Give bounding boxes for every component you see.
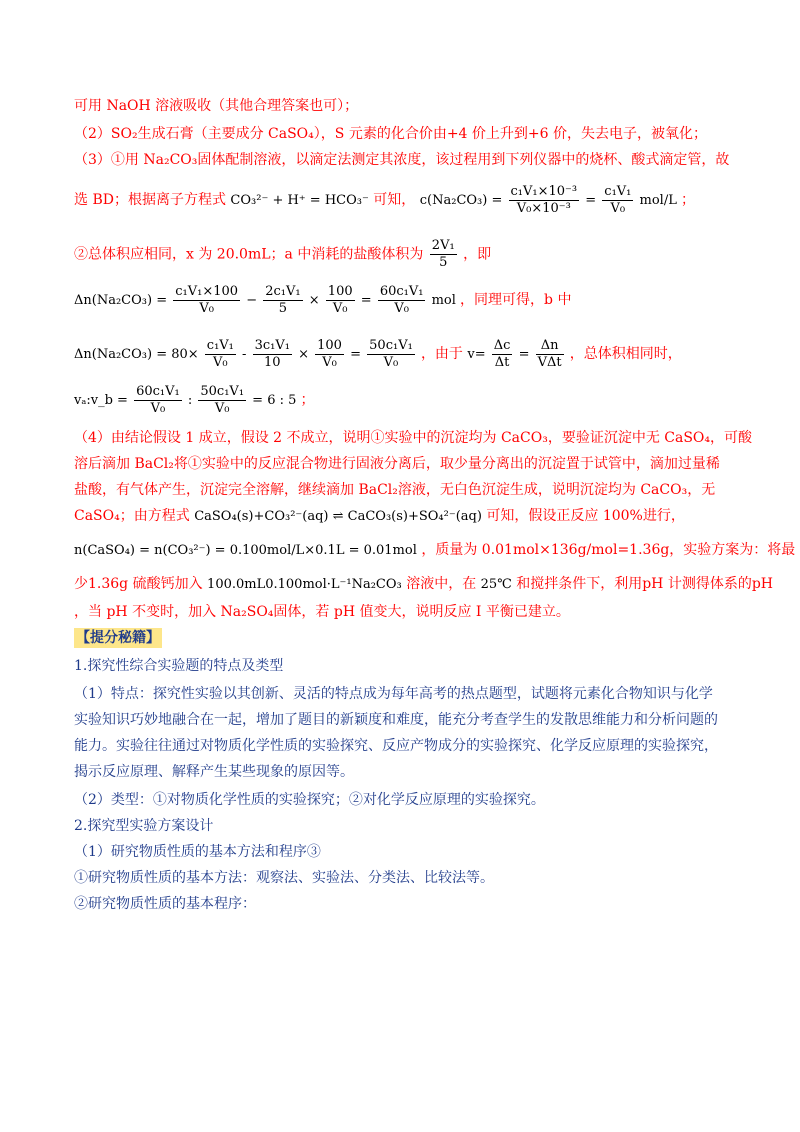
body-line-5: 揭示反应原理、解释产生某些现象的原因等。 [74, 764, 354, 780]
equals-sign: = [350, 347, 362, 362]
denominator: V₀ [394, 301, 409, 316]
numerator: c₁V₁ [206, 338, 234, 353]
body-line-7: 2.探究型实验方案设计 [74, 818, 214, 834]
numerator: 50c₁V₁ [200, 384, 245, 399]
fraction [173, 284, 240, 317]
body-line-9: ①研究物质性质的基本方法：观察法、实验法、分类法、比较法等。 [74, 870, 494, 886]
answer-line-3: （3）①用 Na₂CO₃固体配制溶液，以滴定法测定其浓度，该过程用到下列仪器中的烧杯、酸式滴定管，故 [74, 152, 730, 168]
equals-sign: = [585, 193, 597, 208]
answer-line-14 [74, 574, 773, 595]
section-title: 【提分秘籍】 [76, 630, 160, 646]
text-segment: 和搅拌条件下，利用pH 计测得体系的pH [516, 576, 773, 592]
denominator: 5 [439, 255, 448, 270]
numerator: 2c₁V₁ [265, 284, 301, 299]
delta-n-a-formula [74, 284, 460, 316]
denominator: 10 [263, 355, 281, 370]
answer-line-9: （4）由结论假设 1 成立，假设 2 不成立，说明①实验中的沉淀均为 CaCO₃，要验证沉淀中无 CaSO₄，可酸 [74, 430, 753, 446]
concentration-formula [419, 184, 681, 216]
denominator: V₀ [322, 355, 337, 370]
fraction [492, 338, 513, 371]
numerator: Δn [536, 338, 564, 355]
temperature: 25℃ [480, 577, 512, 592]
body-line-2: （1）特点：探究性实验以其创新、灵活的特点成为每年高考的热点题型，试题将元素化合物知识与化学 [74, 686, 713, 702]
numerator: Δc [493, 338, 511, 353]
text-segment: 可知， [373, 192, 416, 208]
text-segment: ，即 [463, 246, 492, 263]
fraction [326, 284, 355, 317]
answer-line-15: ，当 pH 不变时，加入 Na₂SO₄固体，若 pH 值变大，说明反应 I 平衡已建立。 [74, 604, 570, 620]
fraction [263, 284, 302, 317]
answer-line-5 [74, 238, 491, 271]
fraction [205, 338, 236, 371]
equilibrium-equation: CaSO₄(s)+CO₃²⁻(aq) ⇌ CaCO₃(s)+SO₄²⁻(aq) [194, 509, 482, 524]
times-sign: × [308, 293, 320, 308]
text-segment: 可知，假设正反应 100%进行， [486, 508, 685, 524]
answer-line-1: 可用 NaOH 溶液吸收（其他合理答案也可）； [74, 98, 359, 114]
formula-lhs: c(Na₂CO₃) = [419, 193, 503, 208]
denominator: V₀ [214, 401, 230, 416]
numerator: 100 [317, 338, 342, 353]
fraction [134, 384, 182, 417]
text-segment: ，质量为 0.01mol×136g/mol=1.36g，实验方案为：将最 [421, 542, 796, 558]
numerator: c₁V₁ [604, 184, 632, 199]
body-line-8: （1）研究物质性质的基本方法和程序③ [74, 844, 321, 860]
text-segment: CaSO₄；由方程式 [74, 508, 190, 524]
denominator: V₀ [150, 401, 166, 416]
unit: mol/L [639, 193, 677, 208]
text-segment: 溶液中，在 [406, 576, 477, 592]
numerator: 60c₁V₁ [379, 284, 424, 299]
answer-line-12 [74, 506, 685, 527]
moles-equation: n(CaSO₄) = n(CO₃²⁻) = 0.100mol/L×0.1L = 0.01mol [74, 543, 417, 558]
body-line-3: 实验知识巧妙地融合在一起，增加了题目的新颖度和难度，能充分考查学生的发散思维能力和分析问题的 [74, 712, 718, 728]
answer-line-11: 盐酸，有气体产生，沉淀完全溶解，继续滴加 BaCl₂溶液，无白色沉淀生成，说明沉淀均为 CaCO₃，无 [74, 482, 716, 498]
denominator: Δt [494, 355, 510, 370]
solution-spec: 100.0mL0.100mol·L⁻¹Na₂CO₃ [207, 577, 402, 592]
answer-line-10: 溶后滴加 BaCl₂将①实验中的反应混合物进行固液分离后，取少量分离出的沉淀置于试管中，滴加过量稀 [74, 456, 720, 472]
text-segment: ，总体积相同时， [569, 346, 682, 362]
ion-equation: CO₃²⁻ + H⁺ = HCO₃⁻ [230, 193, 369, 208]
answer-line-4 [74, 184, 695, 217]
text-segment: 选 BD；根据离子方程式 [74, 192, 226, 208]
ratio-formula [74, 384, 301, 416]
denominator: V₀ [383, 355, 399, 370]
answer-line-8 [74, 384, 315, 417]
fraction [378, 284, 426, 317]
denominator: VΔt [537, 355, 562, 370]
fraction [602, 184, 633, 217]
times-sign: × [298, 347, 309, 362]
numerator: c₁V₁×100 [175, 284, 239, 299]
numerator: 50c₁V₁ [369, 338, 413, 353]
minus-sign: − [246, 293, 258, 308]
formula-lhs: vₐ:v_b = [74, 393, 128, 408]
body-line-4: 能力。实验往往通过对物质化学性质的实验探究、反应产物成分的实验探究、化学反应原理的实验探究， [74, 738, 718, 754]
formula-lhs: Δn(Na₂CO₃) = [74, 293, 168, 308]
body-line-6: （2）类型：①对物质化学性质的实验探究；②对化学反应原理的实验探究。 [74, 792, 545, 808]
text-segment: ； [681, 192, 695, 208]
body-line-1: 1.探究性综合实验题的特点及类型 [74, 658, 284, 674]
equals-sign: = [518, 347, 530, 362]
fraction [253, 338, 292, 371]
answer-line-13 [74, 540, 795, 561]
text-segment: ； [300, 392, 315, 408]
numerator: 3c₁V₁ [254, 338, 290, 353]
colon-sign: : [187, 393, 193, 408]
formula-lhs: v= [467, 347, 486, 362]
numerator: 2V₁ [431, 238, 455, 253]
formula-lhs: Δn(Na₂CO₃) = 80× [74, 347, 199, 362]
fraction [536, 338, 564, 371]
answer-line-2: （2）SO₂生成石膏（主要成分 CaSO₄），S 元素的化合价由+4 价上升到+6 价，失去电子，被氧化； [74, 126, 707, 142]
body-line-10: ②研究物质性质的基本程序： [74, 896, 256, 912]
text-segment: ②总体积应相同，x 为 20.0mL；a 中消耗的盐酸体积为 [74, 246, 424, 263]
text-segment: 少1.36g 硫酸钙加入 [74, 576, 203, 592]
denominator: V₀ [213, 355, 228, 370]
denominator: V₀ [610, 201, 626, 216]
denominator: V₀ [199, 301, 214, 316]
delta-n-b-formula [74, 338, 421, 370]
numerator: c₁V₁×10⁻³ [510, 184, 578, 199]
answer-line-7 [74, 338, 682, 371]
fraction [367, 338, 415, 371]
unit: mol [431, 293, 456, 308]
text-segment: ，同理可得，b 中 [460, 292, 572, 308]
fraction [198, 384, 246, 417]
volume-fraction [430, 238, 457, 271]
formula-rhs: = 6 : 5 [252, 393, 297, 408]
text-segment: ，由于 [420, 346, 463, 362]
answer-line-6 [74, 284, 571, 317]
fraction [509, 184, 580, 217]
equals-sign: = [360, 293, 372, 308]
fraction [315, 338, 344, 371]
denominator: V₀ [332, 301, 348, 316]
numerator: 100 [327, 284, 353, 299]
denominator: V₀×10⁻³ [516, 201, 571, 216]
minus-sign: - [242, 347, 247, 362]
numerator: 60c₁V₁ [136, 384, 180, 399]
denominator: 5 [278, 301, 288, 316]
